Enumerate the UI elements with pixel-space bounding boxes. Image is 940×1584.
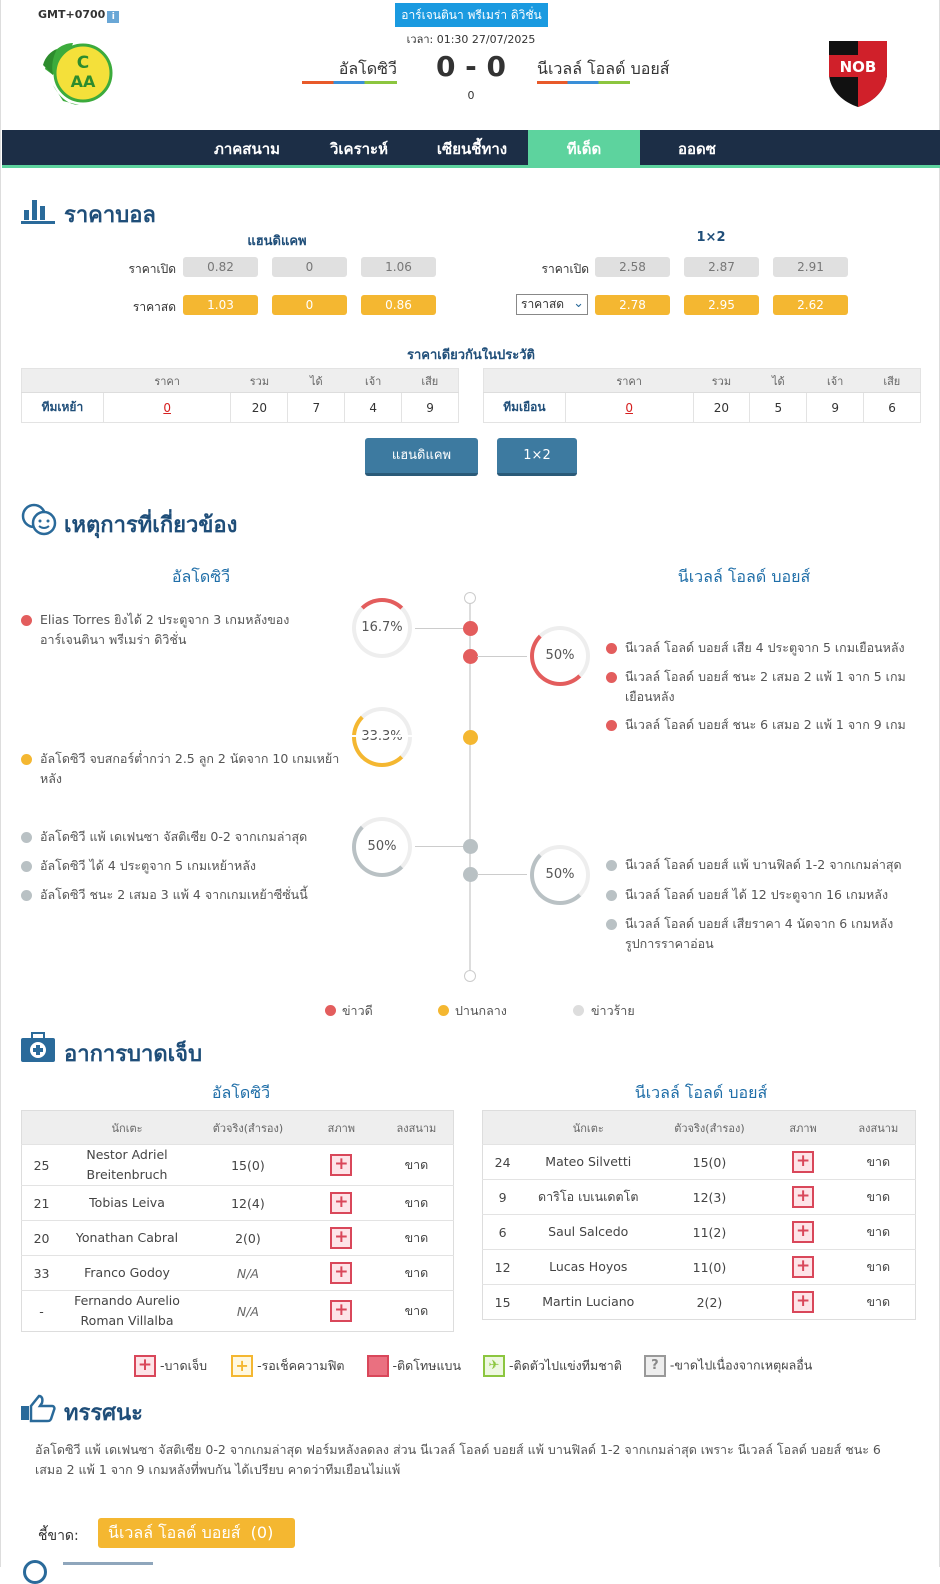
col-win: ได้ <box>288 369 345 393</box>
player-number: 12 <box>483 1250 523 1285</box>
next-section-icon <box>23 1560 47 1567</box>
bad-news-dot <box>606 860 617 871</box>
injury-legend <box>134 1355 812 1377</box>
history-table-home <box>21 368 459 423</box>
player-name: Tobias Leiva <box>61 1186 193 1221</box>
home-bad-ring: 50% <box>352 817 412 877</box>
bad-news-dot <box>21 861 32 872</box>
national-team-legend-label: -ติดตัวไปแข่งทีมชาติ <box>508 1357 622 1373</box>
pick-badge: นีเวลล์ โอลด์ บอยส์ (0) <box>98 1518 295 1548</box>
player-number: 21 <box>22 1186 62 1221</box>
player-number: 6 <box>483 1215 523 1250</box>
events-section-title: เหตุการที่เกี่ยวข้อง <box>64 513 238 538</box>
col-lose: เสีย <box>402 369 459 393</box>
bad-legend-dot <box>573 1005 584 1016</box>
x12-price-select[interactable] <box>516 294 588 315</box>
mid-legend-dot <box>438 1005 449 1016</box>
pick-label: ชี้ขาด: <box>38 1528 79 1544</box>
timeline-dot <box>463 839 478 854</box>
row-label: ทีมเยือน <box>484 393 566 423</box>
player-apps: 12(3) <box>654 1180 764 1215</box>
event-item: อัลโดซิวี ชนะ 2 เสมอ 3 แพ้ 4 จากเกมเหย้าซีซั่นนี้ <box>40 887 308 902</box>
suspended-icon <box>367 1355 389 1377</box>
col-total: รวม <box>231 369 288 393</box>
timeline-dot <box>463 621 478 636</box>
event-item: อัลโดซิวี ได้ 4 ประตูจาก 5 เกมเหย้าหลัง <box>40 858 257 873</box>
price-link[interactable]: 0 <box>163 400 171 415</box>
chart-icon <box>21 196 55 224</box>
played-status: ขาด <box>842 1285 916 1320</box>
good-news-dot <box>606 720 617 731</box>
mid-clip <box>331 737 491 777</box>
other-legend-label: -ขาดไปเนื่องจากเหตุผลอื่น <box>669 1357 813 1373</box>
player-name: ดาริโอ เบเนเดตโต <box>522 1180 654 1215</box>
played-status: ขาด <box>380 1221 454 1256</box>
event-item: นีเวลล์ โอลด์ บอยส์ เสียราคา 4 นัดจาก 6 เกมหลัง รูปการราคาอ่อน <box>625 916 894 951</box>
hdp-live-label: ราคาสด <box>132 300 176 314</box>
injured-icon[interactable]: + <box>330 1300 352 1322</box>
good-legend-label: ข่าวดี <box>342 1003 373 1018</box>
event-item: นีเวลล์ โอลด์ บอยส์ ชนะ 6 เสมอ 2 แพ้ 1 จาก 9 เกม <box>625 717 906 732</box>
cell-draw: 4 <box>345 393 402 423</box>
good-news-dot <box>606 643 617 654</box>
injured-icon[interactable]: + <box>792 1151 814 1173</box>
injured-icon[interactable]: + <box>792 1186 814 1208</box>
hdp-live-away: 0.86 <box>361 295 436 315</box>
table-row <box>22 1186 454 1221</box>
event-item: อัลโดซิวี จบสกอร์ต่ำกว่า 2.5 ลูก 2 นัดจาก 10 เกมเหย้าหลัง <box>40 751 340 786</box>
cell-total: 20 <box>231 393 288 423</box>
info-icon[interactable]: i <box>107 11 119 23</box>
home-team-name[interactable]: อัลโดซิวี <box>338 59 397 78</box>
tab-tips[interactable]: ทีเด็ด <box>528 130 640 168</box>
table-row <box>22 393 459 423</box>
player-name: Saul Salcedo <box>522 1215 654 1250</box>
table-row <box>483 1285 916 1320</box>
col-price: ราคา <box>565 369 693 393</box>
home-logo-text-top: C <box>76 53 90 73</box>
player-name: Mateo Silvetti <box>522 1145 654 1180</box>
home-team-underline <box>302 81 397 84</box>
connector <box>477 656 527 657</box>
injured-icon[interactable]: + <box>792 1291 814 1313</box>
timeline-start <box>464 592 476 604</box>
player-name: Franco Godoy <box>61 1256 193 1291</box>
player-number: 20 <box>22 1221 62 1256</box>
condition <box>303 1291 380 1332</box>
player-number: 9 <box>483 1180 523 1215</box>
cell-draw: 9 <box>807 393 864 423</box>
injury-table-away <box>482 1110 916 1320</box>
condition <box>303 1145 380 1186</box>
col-draw: เจ้า <box>345 369 402 393</box>
fitness-legend-label: -รอเช็คความฟิต <box>257 1357 345 1373</box>
injury-table-home <box>21 1110 454 1332</box>
question-icon: ? <box>644 1355 666 1377</box>
player-apps: 15(0) <box>654 1145 764 1180</box>
clip-edge <box>21 735 461 737</box>
x12-open-home: 2.58 <box>595 257 670 277</box>
player-number: 15 <box>483 1285 523 1320</box>
col-apps: ตัวจริง(สำรอง) <box>654 1111 764 1145</box>
col-lose: เสีย <box>864 369 921 393</box>
condition <box>765 1250 842 1285</box>
condition <box>303 1221 380 1256</box>
x12-label: 1×2 <box>696 230 726 245</box>
col-player: นักเตะ <box>61 1111 193 1145</box>
events-away-title: นีเวลล์ โอลด์ บอยส์ <box>677 567 811 586</box>
events-home-title: อัลโดซิวี <box>171 567 231 586</box>
player-apps: 15(0) <box>193 1145 303 1186</box>
injured-icon[interactable]: + <box>792 1256 814 1278</box>
col-apps: ตัวจริง(สำรอง) <box>193 1111 303 1145</box>
table-row <box>22 1256 454 1291</box>
col-win: ได้ <box>750 369 807 393</box>
thumbs-up-icon <box>21 1394 55 1422</box>
table-row <box>483 1145 916 1180</box>
league-badge[interactable]: อาร์เจนตินา พรีเมร่า ดิวิชั่น <box>395 3 548 27</box>
col-price: ราคา <box>103 369 231 393</box>
player-number: - <box>22 1291 62 1332</box>
col-played: ลงสนาม <box>842 1111 916 1145</box>
injured-icon[interactable]: + <box>792 1221 814 1243</box>
x12-live-away: 2.62 <box>773 295 848 315</box>
event-item: นีเวลล์ โอลด์ บอยส์ เสีย 4 ประตูจาก 5 เกมเยือนหลัง <box>625 640 905 655</box>
table-row <box>483 1180 916 1215</box>
x12-live-home: 2.78 <box>595 295 670 315</box>
cell-win: 7 <box>288 393 345 423</box>
event-item: นีเวลล์ โอลด์ บอยส์ แพ้ บานฟิลด์ 1-2 จากเกมล่าสุด <box>625 857 902 872</box>
injured-icon[interactable]: + <box>330 1154 352 1176</box>
player-name: Yonathan Cabral <box>61 1221 193 1256</box>
injured-icon[interactable]: + <box>330 1192 352 1214</box>
condition <box>303 1256 380 1291</box>
timeline-end <box>464 970 476 982</box>
player-name: Lucas Hoyos <box>522 1250 654 1285</box>
condition <box>765 1180 842 1215</box>
away-logo-text: NOB <box>839 58 877 76</box>
injured-icon[interactable]: + <box>330 1227 352 1249</box>
played-status: ขาด <box>842 1215 916 1250</box>
timeline-dot <box>463 649 478 664</box>
player-name: Fernando Aurelio Roman Villalba <box>61 1291 193 1332</box>
injured-icon: + <box>134 1355 156 1377</box>
score-sub: 0 <box>467 89 475 102</box>
medical-kit-icon <box>21 1032 55 1062</box>
match-time: เวลา: 01:30 27/07/2025 <box>406 33 536 46</box>
home-logo-text-bottom: AA <box>70 72 96 91</box>
hdp-open-away: 1.06 <box>361 257 436 277</box>
odds-section-title: ราคาบอล <box>64 203 156 228</box>
injured-legend-label: -บาดเจ็บ <box>159 1357 208 1373</box>
connector <box>415 628 463 629</box>
fitness-check-icon: + <box>231 1355 253 1377</box>
handicap-button[interactable]: แฮนดิแคพ <box>365 438 478 476</box>
tab-odds[interactable]: ออดซ <box>678 140 716 158</box>
hdp-open-home: 0.82 <box>183 257 258 277</box>
col-draw: เจ้า <box>807 369 864 393</box>
event-item: นีเวลล์ โอลด์ บอยส์ ชนะ 2 เสมอ 2 แพ้ 1 จาก 5 เกมเยือนหลัง <box>625 669 906 704</box>
away-team-underline <box>537 81 630 84</box>
hdp-open-line: 0 <box>272 257 347 277</box>
opinion-section-title: ทรรศนะ <box>64 1401 143 1426</box>
tab-analysis[interactable]: วิเคราะห์ <box>329 140 388 158</box>
good-news-dot <box>606 672 617 683</box>
table-row <box>483 1250 916 1285</box>
tab-experts[interactable]: เซียนชี้ทาง <box>436 140 508 158</box>
x12-live-draw: 2.95 <box>684 295 759 315</box>
injured-icon[interactable]: + <box>330 1262 352 1284</box>
away-team-name[interactable]: นีเวลล์ โอลด์ บอยส์ <box>537 59 670 78</box>
hdp-live-line: 0 <box>272 295 347 315</box>
history-title: ราคาเดียวกันในประวัติ <box>406 348 536 363</box>
connector <box>415 846 463 847</box>
event-item: นีเวลล์ โอลด์ บอยส์ ได้ 12 ประตูจาก 16 เกมหลัง <box>625 887 889 902</box>
away-good-ring: 50% <box>530 626 590 686</box>
table-row <box>483 1215 916 1250</box>
player-apps: N/A <box>193 1291 303 1332</box>
player-apps: 11(2) <box>654 1215 764 1250</box>
mid-legend-label: ปานกลาง <box>455 1003 507 1018</box>
x12-open-label: ราคาเปิด <box>541 262 589 276</box>
played-status: ขาด <box>842 1250 916 1285</box>
x12-button[interactable]: 1×2 <box>497 438 577 476</box>
table-row <box>484 393 921 423</box>
connector <box>477 874 527 875</box>
cell-lose: 6 <box>864 393 921 423</box>
cell-total: 20 <box>693 393 750 423</box>
neutral-news-dot <box>21 754 32 765</box>
played-status: ขาด <box>380 1256 454 1291</box>
event-item: Elias Torres ยิงได้ 2 ประตูจาก 3 เกมหลังของ อาร์เจนตินา พรีเมร่า ดิวิชั่น <box>40 612 290 647</box>
suspended-legend-label: -ติดโทษแบน <box>392 1357 461 1373</box>
played-status: ขาด <box>842 1145 916 1180</box>
away-team-logo[interactable] <box>827 37 889 109</box>
injury-section-title: อาการบาดเจ็บ <box>64 1042 203 1067</box>
away-bad-ring: 50% <box>530 845 590 905</box>
player-apps: 2(2) <box>654 1285 764 1320</box>
player-apps: 11(0) <box>654 1250 764 1285</box>
played-status: ขาด <box>380 1145 454 1186</box>
table-row <box>22 1145 454 1186</box>
x12-open-away: 2.91 <box>773 257 848 277</box>
airplane-icon: ✈ <box>483 1355 505 1377</box>
player-apps: 12(4) <box>193 1186 303 1221</box>
timezone-label[interactable] <box>38 8 119 23</box>
x12-open-draw: 2.87 <box>684 257 759 277</box>
table-row <box>22 1221 454 1256</box>
timeline-dot <box>463 867 478 882</box>
event-item: อัลโดซิวี แพ้ เดเฟนซา จัสติเซีย 0-2 จากเกมล่าสุด <box>40 829 308 844</box>
timeline-dot <box>463 730 478 745</box>
bad-news-dot <box>606 890 617 901</box>
chevron-down-icon: ⌄ <box>573 296 584 311</box>
hdp-live-home: 1.03 <box>183 295 258 315</box>
cell-win: 5 <box>750 393 807 423</box>
player-number: 25 <box>22 1145 62 1186</box>
bad-news-dot <box>21 890 32 901</box>
home-team-logo[interactable] <box>39 35 111 107</box>
bad-news-dot <box>21 832 32 843</box>
handicap-label: แฮนดิแคพ <box>247 234 307 249</box>
col-played: ลงสนาม <box>380 1111 454 1145</box>
row-label: ทีมเหย้า <box>22 393 104 423</box>
condition <box>303 1186 380 1221</box>
condition <box>765 1285 842 1320</box>
played-status: ขาด <box>380 1291 454 1332</box>
price-link[interactable]: 0 <box>625 400 633 415</box>
injury-home-title: อัลโดซิวี <box>211 1083 271 1102</box>
bad-legend-label: ข่าวร้าย <box>591 1003 635 1018</box>
tab-field[interactable]: ภาคสนาม <box>213 140 281 158</box>
home-good-ring: 16.7% <box>352 598 412 658</box>
cell-lose: 9 <box>402 393 459 423</box>
injury-away-title: นีเวลล์ โอลด์ บอยส์ <box>634 1083 768 1102</box>
history-table-away <box>483 368 921 423</box>
player-apps: N/A <box>193 1256 303 1291</box>
col-condition: สภาพ <box>765 1111 842 1145</box>
timezone-text: GMT+0700 <box>38 8 106 21</box>
player-name: Martin Luciano <box>522 1285 654 1320</box>
bad-news-dot <box>606 919 617 930</box>
col-total: รวม <box>693 369 750 393</box>
opinion-text: อัลโดซิวี แพ้ เดเฟนซา จัสติเซีย 0-2 จากเกมล่าสุด ฟอร์มหลังลดลง ส่วน นีเวลล์ โอลด์ บอยส์ แพ้ บานฟิลด์ 1-2 จากเกมล่าสุด เพราะ นีเวลล์ โอลด์ บอยส์ ชนะ 6 เสมอ 2 แพ้ 1 จาก 9 เกมหลังที่พบกัน ได้เปรียบ คาดว่าทีมเยือนไม่แพ้ <box>35 1442 881 1477</box>
played-status: ขาด <box>842 1180 916 1215</box>
col-condition: สภาพ <box>303 1111 380 1145</box>
player-name: Nestor Adriel Breitenbruch <box>61 1145 193 1186</box>
chat-faces-icon <box>21 503 57 535</box>
table-row <box>22 1291 454 1332</box>
played-status: ขาด <box>380 1186 454 1221</box>
score: 0 - 0 <box>435 50 507 83</box>
good-news-dot <box>21 615 32 626</box>
condition <box>765 1215 842 1250</box>
condition <box>765 1145 842 1180</box>
nav-bar <box>2 130 940 168</box>
good-legend-dot <box>325 1005 336 1016</box>
player-number: 24 <box>483 1145 523 1180</box>
col-player: นักเตะ <box>522 1111 654 1145</box>
hdp-open-label: ราคาเปิด <box>128 262 176 276</box>
home-mid-ring <box>352 707 412 767</box>
player-number: 33 <box>22 1256 62 1291</box>
x12-price-select-value: ราคาสด <box>521 297 565 311</box>
next-section-title-clip <box>63 1560 183 1567</box>
player-apps: 2(0) <box>193 1221 303 1256</box>
